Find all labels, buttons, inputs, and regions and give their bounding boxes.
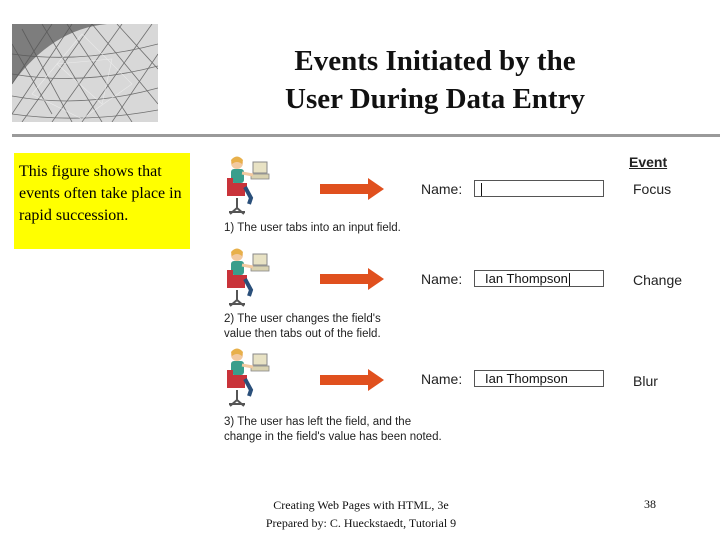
name-label: Name: bbox=[421, 371, 463, 387]
event-blur: Blur bbox=[633, 373, 658, 389]
footer-line-2: Prepared by: C. Hueckstaedt, Tutorial 9 bbox=[265, 516, 457, 530]
name-label: Name: bbox=[421, 181, 463, 197]
title-line-2: User During Data Entry bbox=[285, 83, 585, 115]
step-caption-3 bbox=[224, 415, 444, 445]
footer-line-1: Creating Web Pages with HTML, 3e bbox=[273, 498, 449, 512]
user-at-computer-icon bbox=[223, 346, 271, 408]
user-at-computer-icon bbox=[223, 154, 271, 216]
page-number: 38 bbox=[644, 497, 656, 511]
title-line-1: Events Initiated by the bbox=[294, 45, 576, 77]
name-input-step2[interactable] bbox=[474, 270, 604, 287]
caption-line: 3) The user has left the field, and the bbox=[224, 416, 412, 428]
right-arrow-icon bbox=[320, 268, 384, 290]
name-input-step3[interactable] bbox=[474, 370, 604, 387]
right-arrow-icon bbox=[320, 178, 384, 200]
text-cursor bbox=[569, 273, 570, 286]
logo-image bbox=[12, 24, 158, 122]
note-box: This figure shows that events often take place in rapid succession. bbox=[14, 153, 190, 249]
name-input-step1[interactable] bbox=[474, 180, 604, 197]
text-cursor bbox=[481, 183, 482, 196]
step-caption-2 bbox=[224, 312, 444, 342]
caption-line: change in the field's value has been noted. bbox=[224, 431, 442, 443]
field-value: Ian Thompson bbox=[485, 271, 568, 286]
caption-line: 1) The user tabs into an input field. bbox=[224, 222, 401, 234]
event-column-header: Event bbox=[629, 154, 668, 170]
event-change: Change bbox=[633, 272, 683, 288]
step-caption-1 bbox=[224, 221, 444, 236]
right-arrow-icon bbox=[320, 369, 384, 391]
title-divider bbox=[12, 134, 720, 137]
user-at-computer-icon bbox=[223, 246, 271, 308]
slide-footer bbox=[245, 496, 477, 532]
name-label: Name: bbox=[421, 271, 463, 287]
field-value: Ian Thompson bbox=[485, 371, 568, 386]
slide-title bbox=[240, 42, 630, 118]
caption-line: value then tabs out of the field. bbox=[224, 328, 381, 340]
caption-line: 2) The user changes the field's bbox=[224, 313, 381, 325]
event-focus: Focus bbox=[633, 181, 672, 197]
